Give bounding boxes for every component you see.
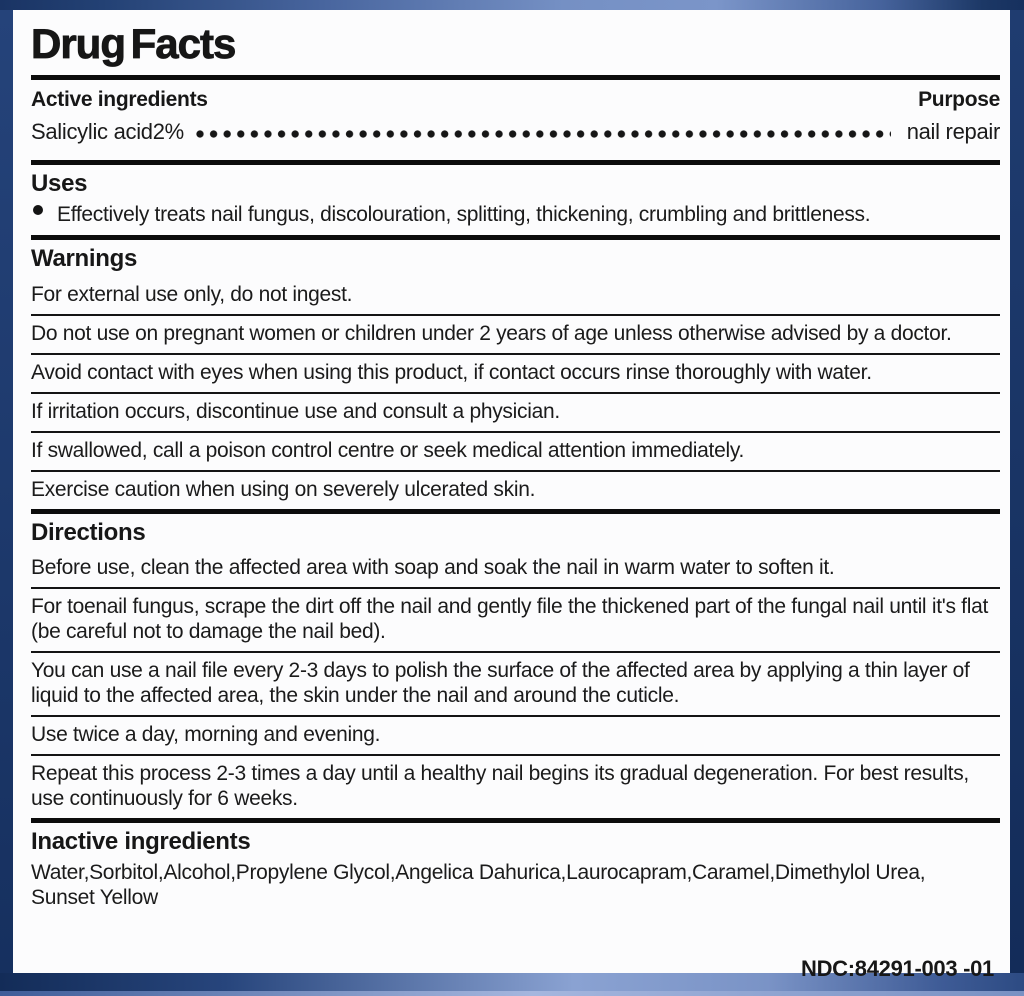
- divider-thick: [31, 509, 1000, 514]
- divider-thick: [31, 160, 1000, 165]
- direction-item: Before use, clean the affected area with soap and soak the nail in warm water to soften it.: [31, 556, 835, 580]
- page-title: Drug Facts: [31, 20, 236, 67]
- direction-item: Use twice a day, morning and evening.: [31, 723, 381, 747]
- active-ingredients-heading: Active ingredients: [31, 88, 208, 112]
- warning-item: Do not use on pregnant women or children under 2 years of age unless otherwise advised by a doctor.: [31, 321, 952, 345]
- frame-top-gradient-bar: [0, 0, 1024, 10]
- uses-item: [31, 202, 1000, 235]
- frame-right-border: [1010, 10, 1024, 973]
- purpose-value: nail repair: [906, 119, 1000, 145]
- frame-bottom-highlight-strip: [0, 991, 1024, 996]
- drug-facts-panel: [13, 10, 1010, 981]
- uses-item-text: Effectively treats nail fungus, discolouration, splitting, thickening, crumbling and brittleness.: [57, 203, 871, 227]
- warning-item: Exercise caution when using on severely ulcerated skin.: [31, 477, 536, 501]
- directions-heading: Directions: [31, 518, 146, 546]
- inactive-ingredients-heading: Inactive ingredients: [31, 828, 251, 856]
- warning-item: If irritation occurs, discontinue use and consult a physician.: [31, 399, 560, 423]
- direction-item: For toenail fungus, scrape the dirt off the nail and gently file the thickened part of the fungal nail until it's flat (be careful not to damage the nail bed).: [31, 595, 988, 644]
- direction-item: Repeat this process 2-3 times a day until a healthy nail begins its gradual degeneration. For best results, use continuously for 6 weeks.: [31, 762, 969, 811]
- ingredient-name: Salicylic acid2%: [31, 119, 184, 145]
- divider-thick: [31, 818, 1000, 823]
- ndc-code: NDC:84291-003 -01: [800, 955, 994, 981]
- inactive-ingredients-list: [31, 860, 1000, 910]
- uses-heading: Uses: [31, 170, 88, 198]
- divider-thick: [31, 235, 1000, 240]
- bullet-icon: [33, 205, 43, 215]
- warning-item: For external use only, do not ingest.: [31, 282, 353, 306]
- divider-thick: [31, 75, 1000, 80]
- active-ingredient-row: [31, 119, 1000, 145]
- warning-item: If swallowed, call a poison control centre or seek medical attention immediately.: [31, 438, 744, 462]
- inactive-ingredients-line: Water,Sorbitol,Alcohol,Propylene Glycol,Angelica Dahurica,Laurocapram,Caramel,Dimethylol Urea,: [31, 860, 926, 884]
- direction-item: You can use a nail file every 2-3 days to polish the surface of the affected area by applying a thin layer of liquid to the affected area, the skin under the nail and around the cuticle.: [31, 659, 970, 708]
- purpose-heading: Purpose: [918, 88, 1000, 112]
- warnings-heading: Warnings: [31, 245, 138, 273]
- frame-left-border: [0, 10, 13, 973]
- active-ingredients-header-row: [31, 88, 1000, 112]
- inactive-ingredients-line: Sunset Yellow: [31, 885, 158, 909]
- warning-item: Avoid contact with eyes when using this product, if contact occurs rinse thoroughly with water.: [31, 360, 872, 384]
- dotted-leader: [196, 130, 891, 138]
